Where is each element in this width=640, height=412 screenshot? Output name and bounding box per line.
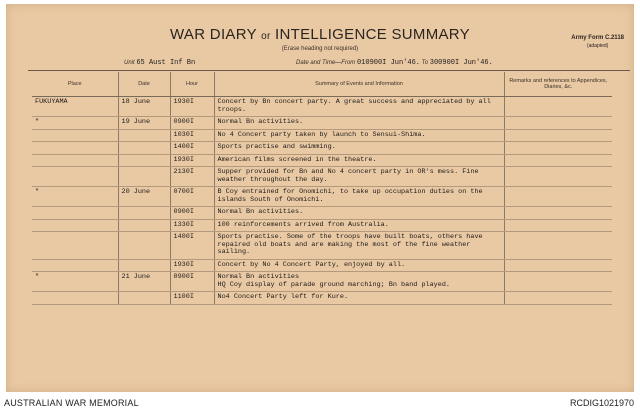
cell-date: 20 June xyxy=(118,187,170,207)
cell-place xyxy=(32,292,118,305)
title-war-diary: WAR DIARY xyxy=(170,26,257,43)
cell-remarks xyxy=(504,154,612,167)
cell-hour: 0700I xyxy=(170,187,214,207)
column-header-summary: Summary of Events and Information xyxy=(214,72,504,97)
cell-date: 19 June xyxy=(118,117,170,130)
cell-date xyxy=(118,167,170,187)
diary-sheet xyxy=(6,4,634,392)
cell-hour: 1400I xyxy=(170,232,214,260)
table-row xyxy=(32,292,612,305)
cell-summary: Sports practise. Some of the troops have built boats, others have repaired old boats and are making the most of the fine weather sailing. xyxy=(214,232,504,260)
table-row xyxy=(32,272,612,292)
cell-remarks xyxy=(504,167,612,187)
cell-place: " xyxy=(32,272,118,292)
cell-hour: 2130I xyxy=(170,167,214,187)
column-header-hour: Hour xyxy=(170,72,214,97)
table-row xyxy=(32,142,612,155)
title-or: or xyxy=(261,31,271,42)
cell-remarks xyxy=(504,272,612,292)
cell-date xyxy=(118,129,170,142)
archive-reference: RCDIG1021970 xyxy=(569,398,634,408)
cell-place xyxy=(32,154,118,167)
form-adapted-label: (adapted) xyxy=(586,43,609,49)
table-row xyxy=(32,129,612,142)
table-row xyxy=(32,232,612,260)
date-time-label: Date and Time—From xyxy=(296,60,356,66)
column-header-place: Place xyxy=(32,72,118,97)
cell-remarks xyxy=(504,232,612,260)
cell-summary: No4 Concert Party left for Kure. xyxy=(214,292,504,305)
archive-credit: AUSTRALIAN WAR MEMORIAL xyxy=(4,398,139,408)
subtitle: (Erase heading not required) xyxy=(281,46,359,52)
page-title xyxy=(6,26,634,43)
cell-remarks xyxy=(504,259,612,272)
date-from-value: 010900I Jun'46. xyxy=(356,59,420,67)
date-time-line xyxy=(296,59,493,67)
table-header-row xyxy=(32,72,612,97)
table-row xyxy=(32,207,612,220)
cell-place xyxy=(32,142,118,155)
cell-remarks xyxy=(504,117,612,130)
cell-date: 21 June xyxy=(118,272,170,292)
cell-hour: 1930I xyxy=(170,259,214,272)
unit-label: Unit xyxy=(124,60,135,66)
table-row xyxy=(32,187,612,207)
unit-value: 65 Aust Inf Bn xyxy=(136,59,196,67)
cell-summary: Normal Bn activities HQ Coy display of parade ground marching; Bn band played. xyxy=(214,272,504,292)
title-intelligence-summary: INTELLIGENCE SUMMARY xyxy=(275,26,470,43)
cell-date xyxy=(118,219,170,232)
cell-summary: 100 reinforcements arrived from Australia. xyxy=(214,219,504,232)
date-to-label: To xyxy=(421,60,429,66)
cell-summary: B Coy entrained for Onomichi, to take up occupation duties on the islands South of Onomichi. xyxy=(214,187,504,207)
column-header-date: Date xyxy=(118,72,170,97)
cell-summary: No 4 Concert party taken by launch to Sensui-Shima. xyxy=(214,129,504,142)
cell-date xyxy=(118,292,170,305)
form-number xyxy=(571,34,624,50)
unit-line xyxy=(124,59,195,67)
date-to-value: 300900I Jun'46. xyxy=(429,59,493,67)
cell-place xyxy=(32,167,118,187)
cell-date xyxy=(118,259,170,272)
cell-hour: 0900I xyxy=(170,117,214,130)
cell-place xyxy=(32,207,118,220)
form-number-label: Army Form C.2118 xyxy=(571,35,624,41)
cell-remarks xyxy=(504,292,612,305)
header-rule xyxy=(28,70,630,71)
cell-place xyxy=(32,219,118,232)
table-row xyxy=(32,97,612,117)
cell-remarks xyxy=(504,129,612,142)
table-row xyxy=(32,167,612,187)
cell-hour: 1930I xyxy=(170,154,214,167)
cell-remarks xyxy=(504,142,612,155)
table-row xyxy=(32,259,612,272)
cell-summary: Sports practise and swimming. xyxy=(214,142,504,155)
cell-remarks xyxy=(504,97,612,117)
cell-remarks xyxy=(504,219,612,232)
table-row xyxy=(32,154,612,167)
cell-summary: Normal Bn activities. xyxy=(214,117,504,130)
cell-remarks xyxy=(504,187,612,207)
diary-body xyxy=(32,97,612,305)
cell-place xyxy=(32,232,118,260)
cell-date xyxy=(118,207,170,220)
cell-place xyxy=(32,259,118,272)
column-header-remarks: Remarks and references to Appendices, Diaries, &c. xyxy=(504,72,612,97)
cell-hour: 0900I xyxy=(170,207,214,220)
cell-hour: 1100I xyxy=(170,292,214,305)
cell-hour: 1030I xyxy=(170,129,214,142)
cell-hour: 1400I xyxy=(170,142,214,155)
cell-hour: 1930I xyxy=(170,97,214,117)
table-row xyxy=(32,219,612,232)
cell-summary: Concert by Bn concert party. A great success and appreciated by all troops. xyxy=(214,97,504,117)
cell-summary: Concert by No 4 Concert Party, enjoyed by all. xyxy=(214,259,504,272)
diary-table xyxy=(32,72,612,305)
cell-date xyxy=(118,232,170,260)
cell-remarks xyxy=(504,207,612,220)
cell-place: " xyxy=(32,117,118,130)
cell-summary: Normal Bn activities. xyxy=(214,207,504,220)
cell-place: FUKUYAMA xyxy=(32,97,118,117)
cell-hour: 0900I xyxy=(170,272,214,292)
cell-date xyxy=(118,142,170,155)
cell-date xyxy=(118,154,170,167)
cell-summary: Supper provided for Bn and No 4 concert party in OR's mess. Fine weather throughout the day. xyxy=(214,167,504,187)
cell-date: 18 June xyxy=(118,97,170,117)
cell-summary: American films screened in the theatre. xyxy=(214,154,504,167)
table-row xyxy=(32,117,612,130)
cell-hour: 1330I xyxy=(170,219,214,232)
cell-place xyxy=(32,129,118,142)
cell-place: " xyxy=(32,187,118,207)
